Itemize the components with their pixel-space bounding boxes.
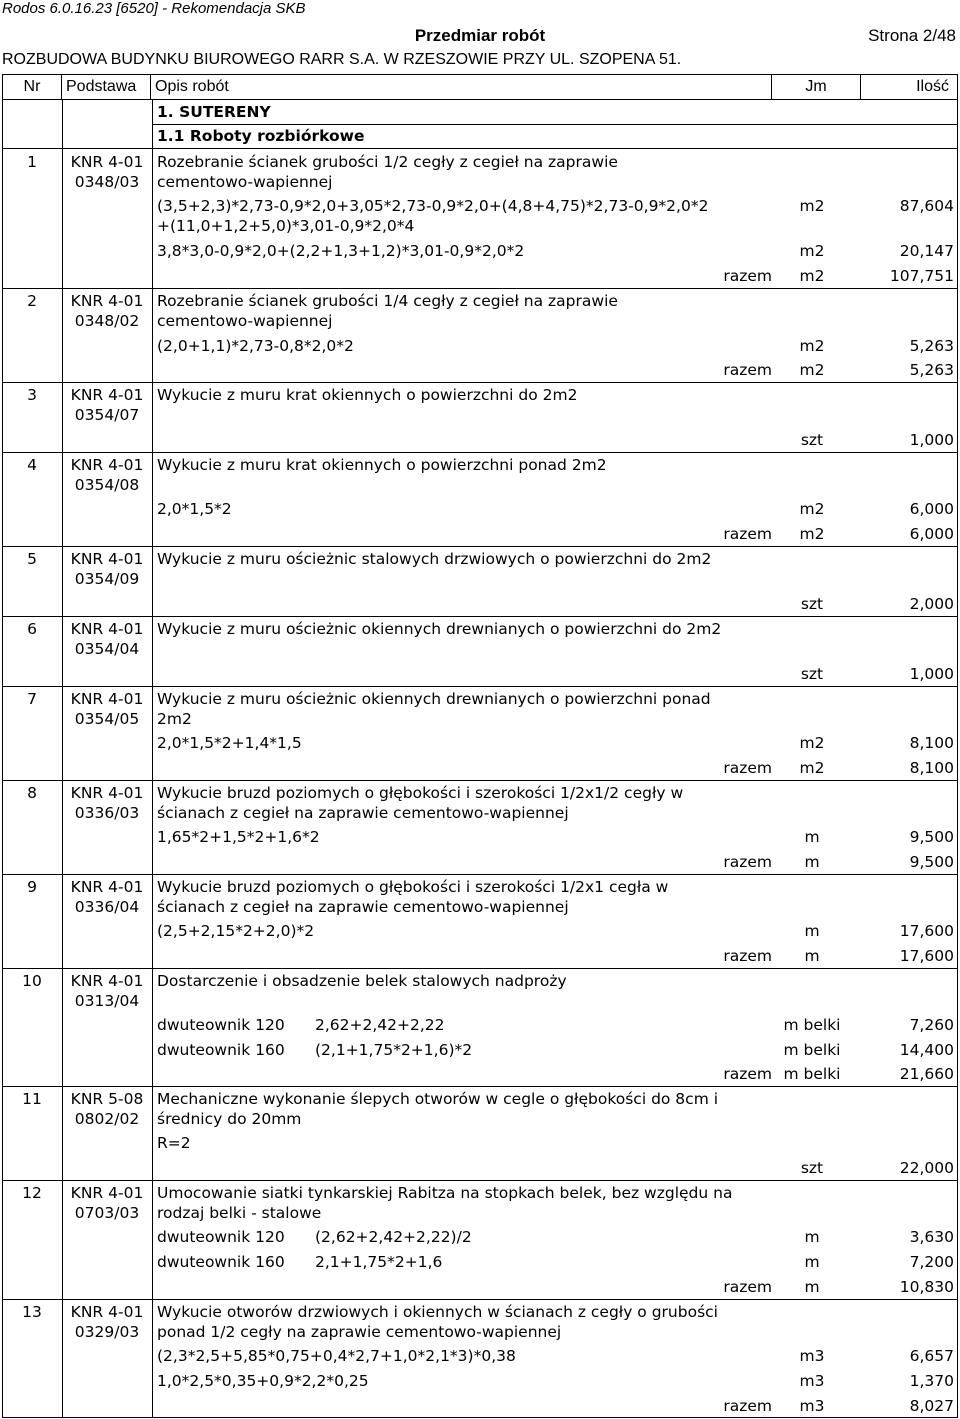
- measure-unit: m3: [799, 1372, 825, 1390]
- measure-unit: szt: [800, 1159, 824, 1177]
- page-number: Strona 2/48: [868, 26, 956, 45]
- item-nr: 10: [22, 972, 42, 990]
- sum-value: 17,600: [899, 947, 954, 965]
- measure-unit: szt: [800, 595, 824, 613]
- col-jm: Jm: [772, 75, 861, 100]
- item-nr: 9: [27, 878, 37, 896]
- sum-label: razem: [723, 1065, 772, 1083]
- item-basis: KNR 4-01: [70, 153, 144, 171]
- measure-formula: +(11,0+1,2+5,0)*3,01-0,9*2,0*4: [157, 217, 415, 235]
- item-basis: KNR 4-01: [70, 456, 144, 474]
- item-description: ponad 1/2 cegły na zaprawie cementowo-wapiennej: [157, 1323, 562, 1341]
- sum-unit: m3: [799, 1397, 825, 1415]
- item-basis-code: 0336/03: [74, 804, 140, 822]
- sum-label: razem: [723, 947, 772, 965]
- item-description: Umocowanie siatki tynkarskiej Rabitza na stopkach belek, bez względu na: [157, 1184, 733, 1202]
- item-nr: 7: [27, 690, 37, 708]
- sum-value: 9,500: [909, 853, 954, 871]
- measure-unit: m belki: [783, 1041, 841, 1059]
- measure-value: 8,100: [909, 734, 954, 752]
- item-description: Wykucie z muru krat okiennych o powierzchni ponad 2m2: [157, 456, 607, 474]
- measure-formula: (2,3*2,5+5,85*0,75+0,4*2,7+1,0*2,1*3)*0,38: [157, 1347, 516, 1365]
- measure-unit: m2: [799, 197, 825, 215]
- measure-formula: 2,0*1,5*2: [157, 500, 232, 518]
- item-basis-code: 0336/04: [74, 898, 140, 916]
- item-basis: KNR 5-08: [70, 1090, 144, 1108]
- item-nr: 13: [22, 1303, 42, 1321]
- measure-formula: 1,0*2,5*0,35+0,9*2,2*0,25: [157, 1372, 369, 1390]
- measure-value: 6,000: [909, 500, 954, 518]
- measure-value: 1,000: [909, 665, 954, 683]
- column-header: [2, 74, 958, 100]
- item-nr: 2: [27, 292, 37, 310]
- measure-name: dwuteownik 160: [157, 1253, 285, 1271]
- measure-formula: (2,0+1,1)*2,73-0,8*2,0*2: [157, 337, 354, 355]
- measure-unit: m2: [799, 734, 825, 752]
- sum-label: razem: [723, 361, 772, 379]
- measure-unit: m: [804, 1228, 820, 1246]
- item-basis: KNR 4-01: [70, 550, 144, 568]
- app-line: Rodos 6.0.16.23 [6520] - Rekomendacja SKB: [2, 0, 306, 17]
- measure-unit: m2: [799, 337, 825, 355]
- item-description: Wykucie bruzd poziomych o głębokości i szerokości 1/2x1/2 cegły w: [157, 784, 684, 802]
- sum-label: razem: [723, 1397, 772, 1415]
- item-description: Rozebranie ścianek grubości 1/2 cegły z cegieł na zaprawie: [157, 153, 618, 171]
- sum-unit: m: [804, 947, 820, 965]
- measure-formula: 2,1+1,75*2+1,6: [315, 1253, 443, 1271]
- sum-value: 5,263: [909, 361, 954, 379]
- item-nr: 4: [27, 456, 37, 474]
- measure-value: 14,400: [899, 1041, 954, 1059]
- measure-unit: m: [804, 828, 820, 846]
- measure-unit: m2: [799, 500, 825, 518]
- measure-unit: m belki: [783, 1016, 841, 1034]
- item-description: rodzaj belki - stalowe: [157, 1204, 322, 1222]
- measure-value: 3,630: [909, 1228, 954, 1246]
- item-description: Dostarczenie i obsadzenie belek stalowych nadproży: [157, 972, 567, 990]
- sum-label: razem: [723, 1278, 772, 1296]
- measure-formula: 2,62+2,42+2,22: [315, 1016, 445, 1034]
- item-nr: 5: [27, 550, 37, 568]
- item-basis-code: 0354/08: [74, 476, 140, 494]
- item-description: ścianach z cegieł na zaprawie cementowo-wapiennej: [157, 804, 569, 822]
- page-title: Przedmiar robót: [414, 26, 546, 45]
- item-description: cementowo-wapiennej: [157, 312, 333, 330]
- sum-value: 107,751: [889, 267, 954, 285]
- item-description: Wykucie z muru ościeżnic okiennych drewnianych o powierzchni do 2m2: [157, 620, 722, 638]
- sum-label: razem: [723, 525, 772, 543]
- measure-value: 7,200: [909, 1253, 954, 1271]
- measure-unit: szt: [800, 665, 824, 683]
- col-podstawa: Podstawa: [62, 75, 151, 100]
- item-description: Wykucie z muru krat okiennych o powierzchni do 2m2: [157, 386, 578, 404]
- sum-label: razem: [723, 759, 772, 777]
- item-basis-code: 0348/03: [74, 173, 140, 191]
- item-basis-code: 0313/04: [74, 992, 140, 1010]
- measure-formula: 3,8*3,0-0,9*2,0+(2,2+1,3+1,2)*3,01-0,9*2,0*2: [157, 242, 525, 260]
- item-basis: KNR 4-01: [70, 972, 144, 990]
- item-basis: KNR 4-01: [70, 690, 144, 708]
- sum-unit: m2: [799, 267, 825, 285]
- item-description: Wykucie z muru ościeżnic okiennych drewnianych o powierzchni ponad: [157, 690, 711, 708]
- item-description: ścianach z cegieł na zaprawie cementowo-wapiennej: [157, 898, 569, 916]
- sum-value: 6,000: [909, 525, 954, 543]
- subsection-title: 1.1 Roboty rozbiórkowe: [157, 127, 365, 145]
- col-nr: Nr: [3, 75, 62, 100]
- measure-formula: (2,1+1,75*2+1,6)*2: [315, 1041, 473, 1059]
- measure-value: 1,370: [909, 1372, 954, 1390]
- measure-name: dwuteownik 120: [157, 1016, 285, 1034]
- item-description: średnicy do 20mm: [157, 1110, 302, 1128]
- item-description: cementowo-wapiennej: [157, 173, 333, 191]
- item-basis: KNR 4-01: [70, 784, 144, 802]
- measure-unit: szt: [800, 431, 824, 449]
- measure-unit: m3: [799, 1347, 825, 1365]
- measure-unit: m: [804, 922, 820, 940]
- measure-formula: (3,5+2,3)*2,73-0,9*2,0+3,05*2,73-0,9*2,0+(4,8+4,75)*2,73-0,9*2,0*2: [157, 197, 709, 215]
- estimate-table: [2, 100, 958, 1418]
- section-title: 1. SUTERENY: [157, 103, 271, 121]
- item-description: Wykucie z muru ościeżnic stalowych drzwiowych o powierzchni do 2m2: [157, 550, 712, 568]
- measure-value: 5,263: [909, 337, 954, 355]
- measure-unit: m2: [799, 242, 825, 260]
- item-nr: 8: [27, 784, 37, 802]
- item-basis: KNR 4-01: [70, 292, 144, 310]
- item-basis-code: 0354/04: [74, 640, 140, 658]
- item-basis: KNR 4-01: [70, 620, 144, 638]
- sum-unit: m2: [799, 361, 825, 379]
- item-basis: KNR 4-01: [70, 1303, 144, 1321]
- sum-label: razem: [723, 853, 772, 871]
- item-basis-code: 0329/03: [74, 1323, 140, 1341]
- project-title: ROZBUDOWA BUDYNKU BIUROWEGO RARR S.A. W RZESZOWIE PRZY UL. SZOPENA 51.: [2, 51, 682, 68]
- measure-value: 20,147: [899, 242, 954, 260]
- measure-formula: (2,62+2,42+2,22)/2: [315, 1228, 472, 1246]
- measure-value: 22,000: [899, 1159, 954, 1177]
- item-nr: 12: [22, 1184, 42, 1202]
- item-basis: KNR 4-01: [70, 1184, 144, 1202]
- sum-unit: m: [804, 1278, 820, 1296]
- measure-value: 1,000: [909, 431, 954, 449]
- col-opis: Opis robót: [151, 75, 772, 100]
- sum-unit: m belki: [783, 1065, 841, 1083]
- sum-unit: m: [804, 853, 820, 871]
- measure-value: 2,000: [909, 595, 954, 613]
- measure-formula: R=2: [157, 1134, 191, 1152]
- item-nr: 11: [22, 1090, 42, 1108]
- item-description: Rozebranie ścianek grubości 1/4 cegły z cegieł na zaprawie: [157, 292, 618, 310]
- item-description: Wykucie bruzd poziomych o głębokości i szerokości 1/2x1 cegła w: [157, 878, 669, 896]
- item-basis: KNR 4-01: [70, 878, 144, 896]
- measure-formula: 2,0*1,5*2+1,4*1,5: [157, 734, 302, 752]
- measure-value: 9,500: [909, 828, 954, 846]
- item-description: Mechaniczne wykonanie ślepych otworów w cegle o głębokości do 8cm i: [157, 1090, 719, 1108]
- sum-value: 21,660: [899, 1065, 954, 1083]
- sum-value: 10,830: [899, 1278, 954, 1296]
- col-ilosc: Ilość: [861, 75, 958, 100]
- sum-value: 8,027: [909, 1397, 954, 1415]
- sum-unit: m2: [799, 525, 825, 543]
- measure-value: 87,604: [899, 197, 954, 215]
- item-nr: 6: [27, 620, 37, 638]
- item-nr: 3: [27, 386, 37, 404]
- measure-formula: (2,5+2,15*2+2,0)*2: [157, 922, 315, 940]
- measure-formula: 1,65*2+1,5*2+1,6*2: [157, 828, 320, 846]
- item-basis-code: 0703/03: [74, 1204, 140, 1222]
- item-basis-code: 0348/02: [74, 312, 140, 330]
- item-basis-code: 0354/07: [74, 406, 140, 424]
- measure-name: dwuteownik 120: [157, 1228, 285, 1246]
- sum-unit: m2: [799, 759, 825, 777]
- item-basis-code: 0354/09: [74, 570, 140, 588]
- measure-value: 6,657: [909, 1347, 954, 1365]
- item-basis: KNR 4-01: [70, 386, 144, 404]
- sum-value: 8,100: [909, 759, 954, 777]
- item-nr: 1: [27, 153, 37, 171]
- measure-value: 17,600: [899, 922, 954, 940]
- measure-unit: m: [804, 1253, 820, 1271]
- sum-label: razem: [723, 267, 772, 285]
- item-description: 2m2: [157, 710, 192, 728]
- measure-value: 7,260: [909, 1016, 954, 1034]
- item-basis-code: 0802/02: [74, 1110, 140, 1128]
- item-basis-code: 0354/05: [74, 710, 140, 728]
- item-description: Wykucie otworów drzwiowych i okiennych w ścianach z cegły o grubości: [157, 1303, 718, 1321]
- measure-name: dwuteownik 160: [157, 1041, 285, 1059]
